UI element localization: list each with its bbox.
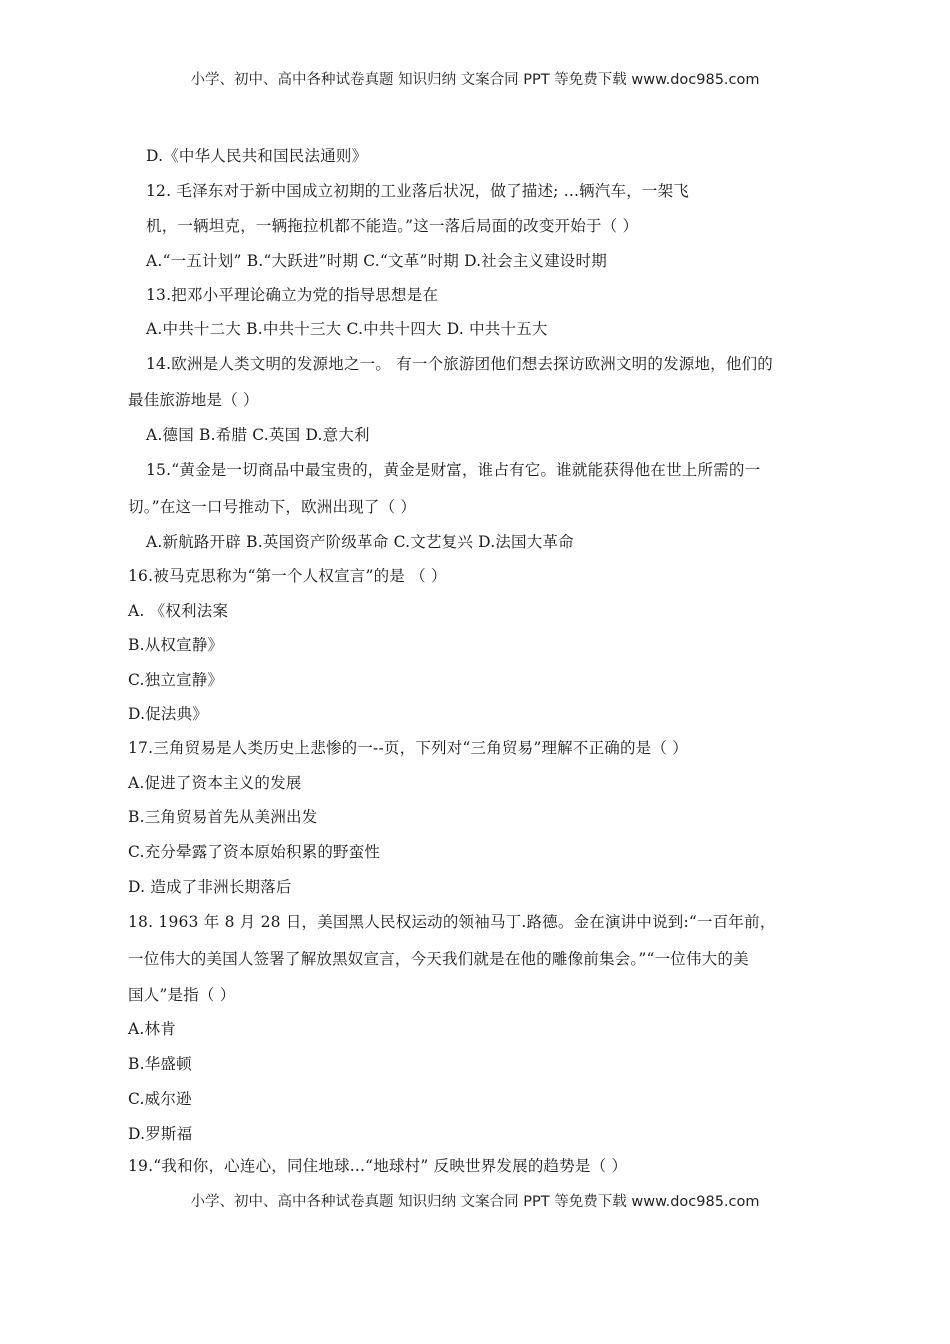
q18-stem-line3: 国人”是指（ ）: [128, 986, 236, 1004]
q18-option-d: D.罗斯福: [128, 1125, 193, 1143]
q14-options: A.德国 B.希腊 C.英国 D.意大利: [146, 426, 370, 444]
q17-option-d: D. 造成了非洲长期落后: [128, 878, 292, 896]
q15-stem-line2: 切。”在这一口号推动下，欧洲出现了（ ）: [128, 498, 417, 516]
q16-option-c: C.独立宣静》: [128, 671, 224, 689]
q18-option-a: A.林肯: [128, 1020, 176, 1038]
q18-stem-line2: 一位伟大的美国人签署了解放黑奴宣言，今天我们就是在他的雕像前集会。”“一位伟大的美: [128, 950, 749, 968]
q15-stem-line1: 15.“黄金是一切商品中最宝贵的，黄金是财富，谁占有它。谁就能获得他在世上所需的一: [146, 461, 761, 479]
q19-stem: 19.“我和你，心连心，同住地球...“地球村” 反映世界发展的趋势是（ ）: [128, 1157, 628, 1175]
q11-option-d: D.《中华人民共和国民法通则》: [146, 147, 368, 165]
q18-option-c: C.威尔逊: [128, 1090, 192, 1108]
q14-stem-line2: 最佳旅游地是（ ）: [128, 391, 259, 409]
q16-option-a: A. 《权利法案: [128, 602, 229, 620]
q14-stem-line1: 14.欧洲是人类文明的发源地之一。 有一个旅游团他们想去探访欧洲文明的发源地，他们的: [146, 355, 773, 373]
q15-options: A.新航路开辟 B.英国资产阶级革命 C.文艺复兴 D.法国大革命: [146, 533, 574, 551]
q12-stem-line2: 机，一辆坦克，一辆拖拉机都不能造。”这一落后局面的改变开始于（ ）: [146, 217, 639, 235]
q18-option-b: B.华盛顿: [128, 1055, 192, 1073]
q17-option-b: B.三角贸易首先从美洲出发: [128, 808, 318, 826]
page-footer: 小学、初中、高中各种试卷真题 知识归纳 文案合同 PPT 等免费下载 www.doc985.com: [190, 1194, 760, 1210]
q16-option-d: D.促法典》: [128, 705, 209, 723]
q16-option-b: B.从权宣静》: [128, 636, 224, 654]
q12-options: A.“一五计划” B.“大跃进”时期 C.“文革”时期 D.社会主义建设时期: [146, 252, 607, 270]
q12-stem-line1: 12. 毛泽东对于新中国成立初期的工业落后状况，做了描述; ...辆汽车，一架飞: [146, 182, 690, 200]
page-header: 小学、初中、高中各种试卷真题 知识归纳 文案合同 PPT 等免费下载 www.doc985.com: [190, 72, 760, 88]
q18-stem-line1: 18. 1963 年 8 月 28 日，美国黑人民权运动的领袖马丁.路德。金在演讲中说到:“一百年前，: [128, 913, 776, 931]
q17-stem: 17.三角贸易是人类历史上悲惨的一--页，下列对“三角贸易”理解不正确的是（ ）: [128, 739, 688, 757]
q13-options: A.中共十二大 B.中共十三大 C.中共十四大 D. 中共十五大: [146, 320, 548, 338]
q17-option-a: A.促进了资本主义的发展: [128, 774, 302, 792]
q17-option-c: C.充分晕露了资本原始积累的野蛮性: [128, 843, 381, 861]
q13-stem: 13.把邓小平理论确立为党的指导思想是在: [146, 286, 439, 304]
q16-stem: 16.被马克思称为“第一个人权宣言”的是 （ ）: [128, 567, 447, 585]
